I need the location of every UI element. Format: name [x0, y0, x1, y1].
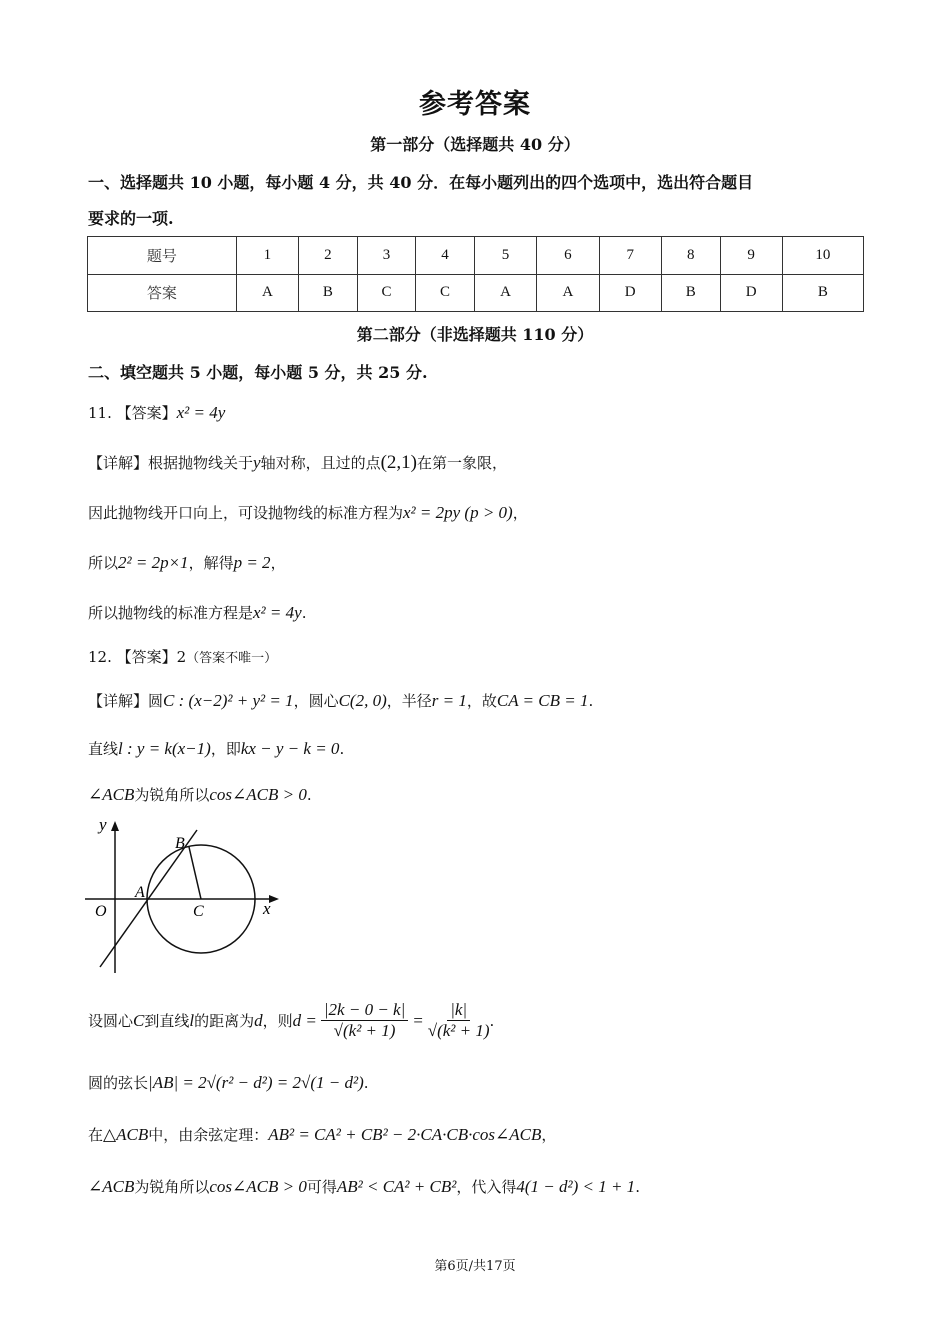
q12-detail-line2 — [88, 738, 344, 759]
text: 圆 — [148, 692, 164, 710]
table-cell: D — [599, 274, 661, 312]
math: AB² = CA² + CB² − 2·CA·CB·cos∠ACB — [268, 1125, 542, 1144]
y-label: y — [99, 815, 107, 834]
math: d — [254, 1010, 263, 1030]
point-c-label: C — [193, 903, 204, 920]
table-cell: 10 — [782, 237, 863, 275]
section1-heading-cont: 要求的一项. — [88, 209, 174, 228]
q12-detail-line3 — [88, 784, 312, 805]
text: . — [301, 604, 307, 622]
math: x² = 4y — [253, 603, 302, 622]
part2-heading: 第二部分（非选择题共 110 分） — [356, 325, 594, 344]
text: 到直线 — [144, 1012, 190, 1030]
origin-label: O — [95, 903, 107, 920]
math: CA = CB = 1 — [496, 691, 589, 710]
x-label: x — [263, 899, 271, 918]
numerator: |2k − 0 − k| — [321, 1000, 408, 1021]
table-cell: A — [474, 274, 536, 312]
table-cell: 5 — [474, 237, 536, 275]
q11-detail-line1 — [88, 452, 507, 474]
math: = — [412, 1010, 424, 1030]
q11-answer: x² = 4y — [176, 403, 226, 422]
text: ， — [270, 554, 286, 572]
part1-heading: 第一部分（选择题共 40 分） — [370, 135, 580, 154]
q12-note: （答案不唯一） — [186, 651, 278, 666]
math: cos∠ACB > 0 — [209, 785, 307, 804]
circle-line-figure — [85, 815, 285, 980]
text: 的距离为 — [194, 1012, 255, 1030]
table-cell: 9 — [720, 237, 782, 275]
q12-answer-line — [88, 646, 277, 667]
math: (2,1) — [380, 452, 417, 473]
text: 所以 — [88, 554, 119, 572]
text: . — [306, 786, 312, 804]
q12-detail-line1 — [88, 690, 593, 711]
page-title: 参考答案 — [419, 89, 531, 120]
text: . — [363, 1074, 369, 1092]
fraction — [321, 1000, 408, 1041]
text: ，故 — [466, 692, 497, 710]
math: ∠ACB — [88, 1177, 135, 1196]
table-cell: 6 — [537, 237, 599, 275]
text: ， — [541, 1126, 557, 1144]
table-cell: B — [299, 274, 358, 312]
math: C : (x−2)² + y² = 1 — [163, 691, 294, 710]
text: 因此抛物线开口向上，可设抛物线的标准方程为 — [88, 504, 404, 522]
text: ，半径 — [386, 692, 432, 710]
table-cell: A — [236, 274, 298, 312]
table-cell: 题号 — [88, 237, 237, 275]
math: 4(1 − d²) < 1 + 1 — [516, 1177, 636, 1196]
section2-heading: 二、填空题共 5 小题，每小题 5 分，共 25 分. — [88, 363, 428, 382]
text: ，解得 — [188, 554, 234, 572]
math: △ACB — [103, 1125, 149, 1144]
table-cell: 8 — [661, 237, 720, 275]
text: ，则 — [262, 1012, 293, 1030]
q12-detail-line7 — [88, 1176, 640, 1197]
table-cell: B — [661, 274, 720, 312]
text: 直线 — [88, 740, 119, 758]
answer-table — [87, 236, 864, 312]
math: ∠ACB — [88, 785, 135, 804]
math: C(2, 0) — [338, 691, 387, 710]
text: 轴对称，且过的点 — [260, 454, 381, 472]
text: ， — [512, 504, 528, 522]
detail-label: 【详解】 — [88, 692, 149, 710]
text: . — [635, 1178, 640, 1196]
table-row — [88, 274, 864, 312]
detail-label: 【详解】 — [88, 454, 149, 472]
q12-label: 12. 【答案】 — [88, 648, 177, 666]
math: r = 1 — [431, 691, 467, 710]
text: 所以抛物线的标准方程是 — [88, 604, 254, 622]
text: . — [489, 1011, 495, 1030]
numerator: |k| — [447, 1000, 470, 1021]
text: . — [588, 692, 594, 710]
q11-detail-line2 — [88, 502, 528, 523]
table-cell: B — [782, 274, 863, 312]
text: 圆的弦长 — [88, 1074, 149, 1092]
text: ，代入得 — [456, 1178, 517, 1196]
text: 设圆心 — [88, 1012, 134, 1030]
table-cell: 2 — [299, 237, 358, 275]
q11-detail-line3 — [88, 552, 286, 573]
math: l — [189, 1010, 195, 1030]
math: 2² = 2p×1 — [118, 553, 189, 572]
q12-detail-line4 — [88, 1000, 494, 1041]
math: AB² < CA² + CB² — [336, 1177, 457, 1196]
y-axis-arrow — [111, 821, 119, 831]
fraction — [428, 1000, 490, 1041]
text: ，圆心 — [293, 692, 339, 710]
table-cell: C — [416, 274, 475, 312]
q12-detail-line6 — [88, 1124, 556, 1145]
q11-detail-line4 — [88, 602, 306, 623]
table-row — [88, 237, 864, 275]
point-b-label: B — [175, 835, 185, 852]
denominator: √(k² + 1) — [333, 1021, 396, 1040]
section1-heading: 一、选择题共 10 小题，每小题 4 分，共 40 分．在每小题列出的四个选项中，选出符合题目 — [88, 173, 754, 192]
table-cell: D — [720, 274, 782, 312]
denominator: √(k² + 1) — [427, 1021, 490, 1040]
text: 为锐角所以 — [134, 786, 210, 804]
math: cos∠ACB > 0 — [209, 1177, 307, 1196]
q11-answer-line — [88, 402, 225, 423]
math: p = 2 — [233, 553, 271, 572]
text: 在 — [88, 1126, 104, 1144]
table-cell: 7 — [599, 237, 661, 275]
text: 在第一象限， — [417, 454, 508, 472]
text: 可得 — [306, 1178, 337, 1196]
math: y — [253, 453, 261, 472]
segment-cb — [189, 847, 201, 899]
math: C — [133, 1010, 145, 1030]
math: l : y = k(x−1) — [118, 739, 211, 758]
table-cell: A — [537, 274, 599, 312]
math: d = — [292, 1010, 317, 1030]
page-footer: 第6页/共17页 — [434, 1259, 516, 1274]
table-cell: 答案 — [88, 274, 237, 312]
math: kx − y − k = 0 — [240, 739, 340, 758]
table-cell: C — [357, 274, 416, 312]
q11-label: 11. 【答案】 — [88, 404, 177, 422]
text: 中，由余弦定理： — [148, 1126, 269, 1144]
table-cell: 1 — [236, 237, 298, 275]
math: |AB| = 2√(r² − d²) = 2√(1 − d²) — [148, 1073, 364, 1092]
text: ，即 — [210, 740, 241, 758]
point-a-label: A — [135, 884, 145, 901]
table-cell: 3 — [357, 237, 416, 275]
table-cell: 4 — [416, 237, 475, 275]
q12-answer: 2 — [176, 648, 187, 666]
math: x² = 2py (p > 0) — [403, 503, 513, 522]
text: . — [339, 740, 345, 758]
text: 根据抛物线关于 — [148, 454, 254, 472]
q12-detail-line5 — [88, 1072, 369, 1093]
text: 为锐角所以 — [134, 1178, 210, 1196]
